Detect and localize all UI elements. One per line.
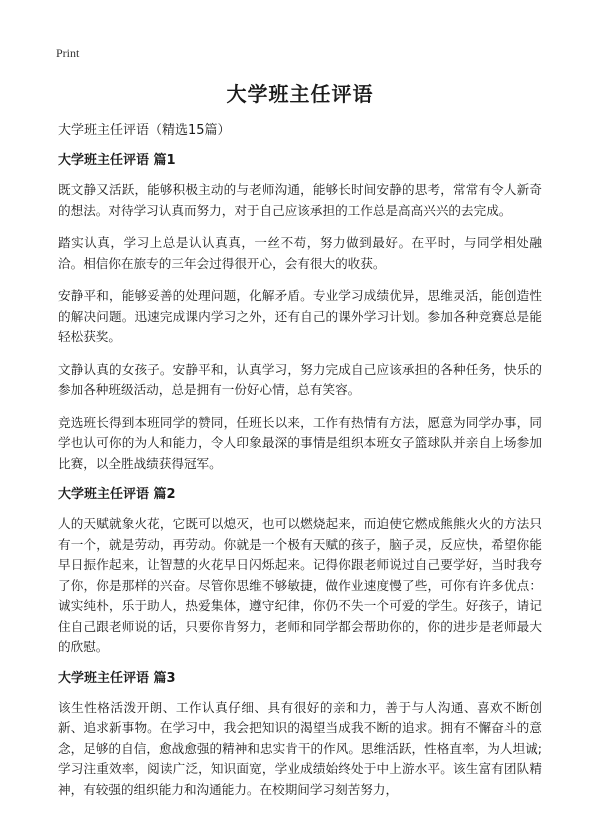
section-heading: 大学班主任评语 篇2 (58, 487, 176, 502)
paragraph: 既文静又活跃，能够积极主动的与老师沟通，能够长时间安静的思考，常常有令人新奇的想法。对待学习认真而努力，对于自己应该承担的工作总是高高兴兴的去完成。 (58, 182, 542, 218)
section-heading: 大学班主任评语 篇1 (58, 153, 176, 168)
paragraph: 安静平和，能够妥善的处理问题，化解矛盾。专业学习成绩优异，思维灵活，能创造性的解决问题。迅速完成课内学习之外，还有自己的课外学习计划。参加各种竞赛总是能轻松获奖。 (58, 288, 542, 344)
paragraph: 人的天赋就象火花，它既可以熄灭，也可以燃烧起来，而迫使它燃成熊熊火火的方法只有一个，就是劳动，再劳动。你就是一个极有天赋的孩子，脑子灵，反应快，希望你能早日振作起来，让智慧的火花早日闪烁起来。记得你跟老师说过自己要学好，当时我夸了你，你是那样的兴奋。尽管你思维不够敏捷，做作业速度慢了些，可你有许多优点：诚实纯朴，乐于助人，热爱集体，遵守纪律，你仍不失一个可爱的学生。好孩子，请记住自己跟老师说的话，只要你肯努力，老师和同学都会帮助你的，你的进步是老师最大的欣慰。 (58, 516, 542, 654)
section-1 (58, 152, 542, 474)
document-content (58, 122, 542, 812)
section-heading: 大学班主任评语 篇3 (58, 670, 176, 686)
print-label[interactable]: Print (56, 46, 80, 60)
section-2 (58, 486, 542, 658)
paragraph: 文静认真的女孩子。安静平和，认真学习，努力完成自己应该承担的各种任务，快乐的参加各种班级活动，总是拥有一份好心情，总有笑容。 (58, 361, 542, 397)
document-subtitle: 大学班主任评语（精选15篇） (58, 123, 231, 138)
page-title: 大学班主任评语 (226, 82, 374, 106)
paragraph: 该生性格活泼开朗、工作认真仔细、具有很好的亲和力，善于与人沟通、喜欢不断创新、追求新事物。在学习中，我会把知识的渴望当成我不断的追求。拥有不懈奋斗的意念，足够的自信，愈战愈强的精神和忠实肯干的作风。思维活跃，性格直率，为人坦诚;学习注重效率，阅读广泛，知识面宽，学业成绩始终处于中上游水平。该生富有团队精神，有较强的组织能力和沟通能力。在校期间学习刻苦努力， (58, 699, 542, 797)
paragraph: 竞选班长得到本班同学的赞同，任班长以来，工作有热情有方法，愿意为同学办事，同学也认可你的为人和能力，令人印象最深的事情是组织本班女子篮球队并亲自上场参加比赛，以全胜战绩获得冠军。 (58, 414, 542, 471)
section-3 (58, 670, 542, 801)
paragraph: 踏实认真，学习上总是认认真真，一丝不苟，努力做到最好。在平时，与同学相处融洽。相信你在旅专的三年会过得很开心，会有很大的收获。 (58, 235, 542, 271)
